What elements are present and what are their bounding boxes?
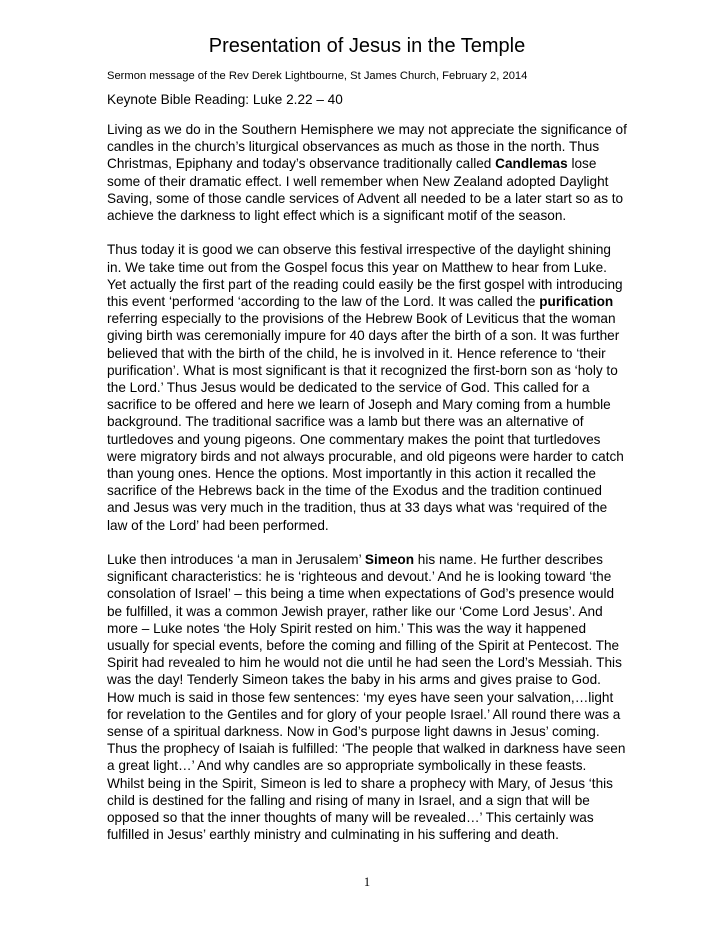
paragraph-text: Thus today it is good we can observe this festival irrespective of the daylight shining in. We take time out from the Gospel focus this year on Matthew to hear from Luke. Yet actually the first part of the reading could easily be the first gospel with introducing this event ‘performed ‘according to the law of the Lord. It was called the [107,242,623,310]
keyword-purification: purification [539,294,614,310]
sermon-subtitle: Sermon message of the Rev Derek Lightbourne, St James Church, February 2, 2014 [107,70,528,82]
sermon-body [107,121,627,844]
keynote-reading: Keynote Bible Reading: Luke 2.22 – 40 [107,92,343,107]
paragraph-spacer [107,534,627,551]
page-number: 1 [363,875,371,889]
paragraph-text: lose some of their dramatic effect. I well remember when New Zealand adopted Daylight Saving, some of those candle services of Advent all needed to be a later start so as to achieve the darkness to light effect which is a significant motif of the season. [107,156,624,224]
paragraph-text: Living as we do in the Southern Hemisphere we may not appreciate the significance of candles in the church’s liturgical observances as much as those in the north. Thus Christmas, Epiphany and today’s observance traditionally called [107,122,627,172]
keyword-candlemas: Candlemas [495,156,568,172]
page-title: Presentation of Jesus in the Temple [208,35,526,57]
paragraph-spacer [107,224,627,241]
keyword-simeon: Simeon [364,552,415,568]
paragraph-candlemas [107,121,627,224]
paragraph-text: referring especially to the provisions of the Hebrew Book of Leviticus that the woman giving birth was ceremonially impure for 40 days after the birth of a son. It was further believed that with the birth of the child, he is involved in it. Hence reference to ‘their purification’. What is most significant is that it recognized the first-born son as ‘holy to the Lord.’ Thus Jesus would be dedicated to the service of God. This called for a sacrifice to be offered and here we learn of Joseph and Mary coming from a humble background. The traditional sacrifice was a lamb but there was an alternative of turtledoves and young pigeons. One commentary makes the point that turtledoves were migratory birds and not always procurable, and old pigeons were harder to catch than young ones. Hence the options. Most importantly in this action it recalled the sacrifice of the Hebrews back in the time of the Exodus and the tradition continued and Jesus was very much in the tradition, thus at 33 days what was ‘required of the law of the Lord’ had been performed. [107,311,624,533]
paragraph-text: Luke then introduces ‘a man in Jerusalem’ [107,552,365,568]
paragraph-simeon [107,551,627,689]
paragraph-salvation: How much is said in those few sentences: ‘my eyes have seen your salvation,…light for revelation to the Gentiles and for glory of your people Israel.’ All round there was a sense of a spiritual darkness. Now in God’s purpose light dawns in Jesus’ coming. Thus the prophecy of Isaiah is fulfilled: ‘The people that walked in darkness have seen a great light…’ And why candles are so appropriate symbolically in these feasts. [107,689,626,774]
paragraph-purification [107,241,627,533]
paragraph-text: his name. He further describes significant characteristics: he is ‘righteous and devout.’ And he is looking toward ‘the consolation of Israel’ – this being a time when expectations of God’s presence would be fulfilled, it was a common Jewish prayer, rather like our ‘Come Lord Jesus’. And more – Luke notes ‘the Holy Spirit rested on him.’ This was the way it happened usually for special events, before the coming and filling of the Spirit at Pentecost. The Spirit had revealed to him he would not die until he had seen the Lord’s Messiah. This was the day! Tenderly Simeon takes the baby in his arms and gives praise to God. [107,552,622,688]
paragraph-prophecy: Whilst being in the Spirit, Simeon is led to share a prophecy with Mary, of Jesus ‘this child is destined for the falling and rising of many in Israel, and a sign that will be opposed so that the inner thoughts of many will be revealed…’ This certainly was fulfilled in Jesus’ earthly ministry and culminating in his suffering and death. [107,775,613,843]
